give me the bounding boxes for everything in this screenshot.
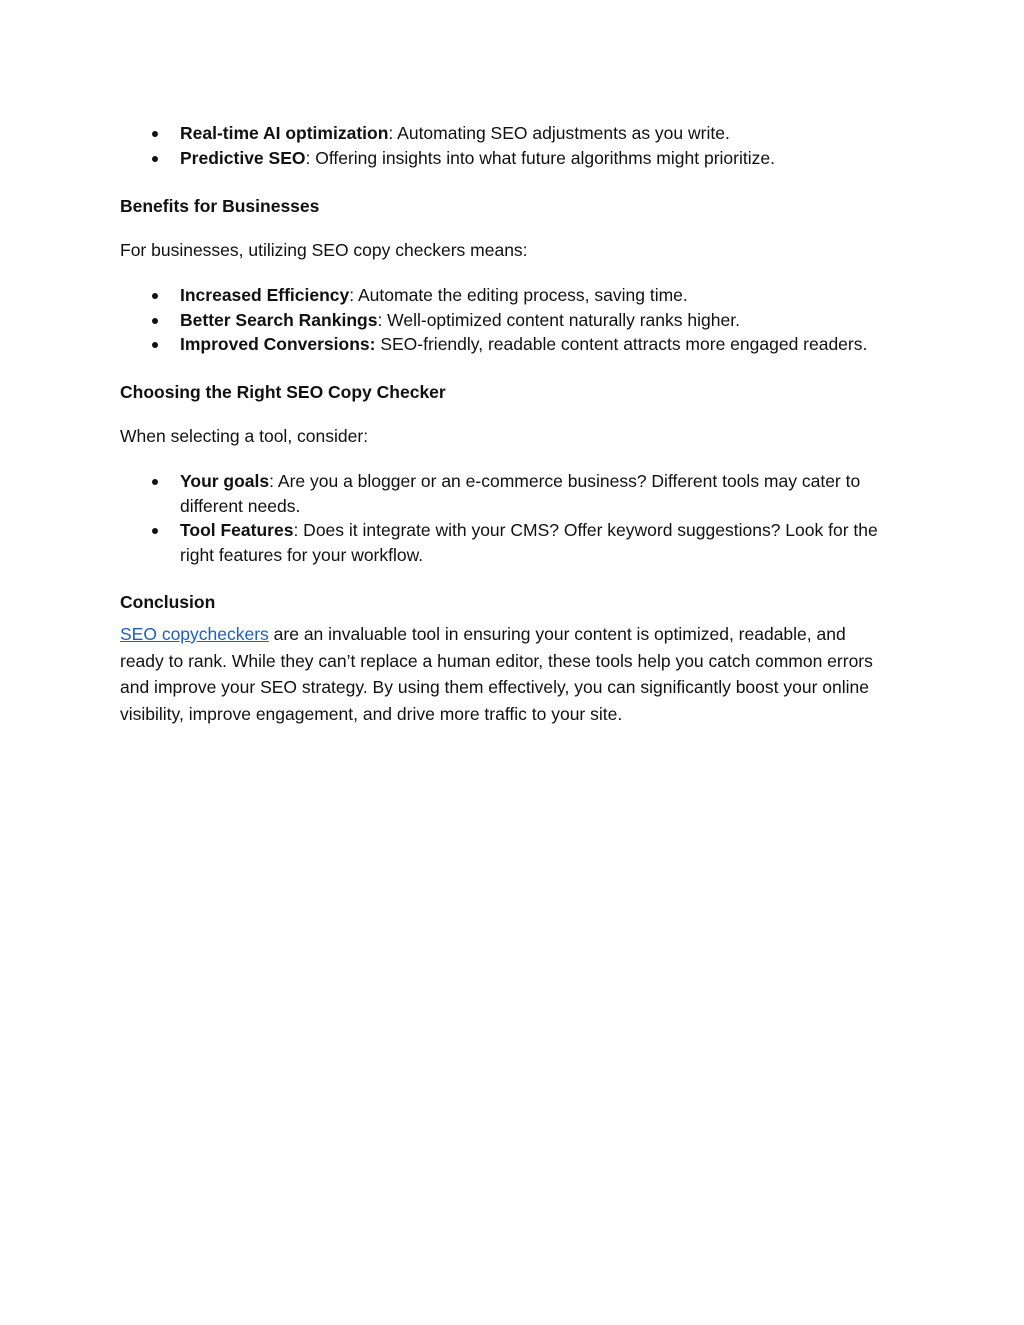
list-item [120,469,900,518]
choosing-intro: When selecting a tool, consider: [120,426,369,446]
seo-copycheckers-link[interactable]: SEO copycheckers [120,624,269,644]
list-item [120,518,900,567]
list-item-term: Predictive SEO [180,147,306,168]
bullet-icon [152,318,158,324]
conclusion-paragraph [120,621,890,727]
bullet-icon [152,528,158,534]
list-item-term: Better Search Rankings [180,309,378,330]
list-item-text: : Does it integrate with your CMS? Offer keyword suggestions? Look for the right features for your workflow. [180,520,878,565]
bullet-icon [152,479,158,485]
list-item-term: Improved Conversions: [180,334,376,354]
list-item-text: : Well-optimized content naturally ranks higher. [377,309,740,330]
list-item-text: SEO-friendly, readable content attracts more engaged readers. [375,334,868,354]
bullet-icon [152,342,158,348]
list-item [120,308,900,333]
benefits-intro: For businesses, utilizing SEO copy checkers means: [120,240,528,260]
list-item [120,283,900,308]
future-trends-list [120,121,900,170]
list-item-text: : Automate the editing process, saving time. [349,285,688,305]
list-item-text: : Offering insights into what future algorithms might prioritize. [305,147,775,168]
bullet-icon [152,293,158,299]
list-item [120,146,900,171]
list-item [120,332,900,357]
conclusion-text: are an invaluable tool in ensuring your content is optimized, readable, and ready to rank. While they can’t replace a human editor, these tools help you catch common errors and improve your SEO strategy. By using them effectively, you can significantly boost your online visibility, improve engagement, and drive more traffic to your site. [120,624,873,724]
list-item [120,121,900,146]
list-item-term: Your goals [180,471,270,491]
section-heading-conclusion: Conclusion [120,592,216,612]
list-item-term: Increased Efficiency [180,285,350,305]
list-item-term: Real-time AI optimization [180,123,389,143]
section-heading-choosing: Choosing the Right SEO Copy Checker [120,382,446,402]
benefits-list [120,283,900,357]
choosing-list [120,469,900,567]
list-item-term: Tool Features [180,520,294,540]
section-heading-benefits: Benefits for Businesses [120,196,320,216]
bullet-icon [152,131,158,137]
list-item-text: : Automating SEO adjustments as you write. [388,123,730,143]
list-item-text: : Are you a blogger or an e-commerce business? Different tools may cater to different needs. [180,471,861,516]
bullet-icon [152,156,158,162]
